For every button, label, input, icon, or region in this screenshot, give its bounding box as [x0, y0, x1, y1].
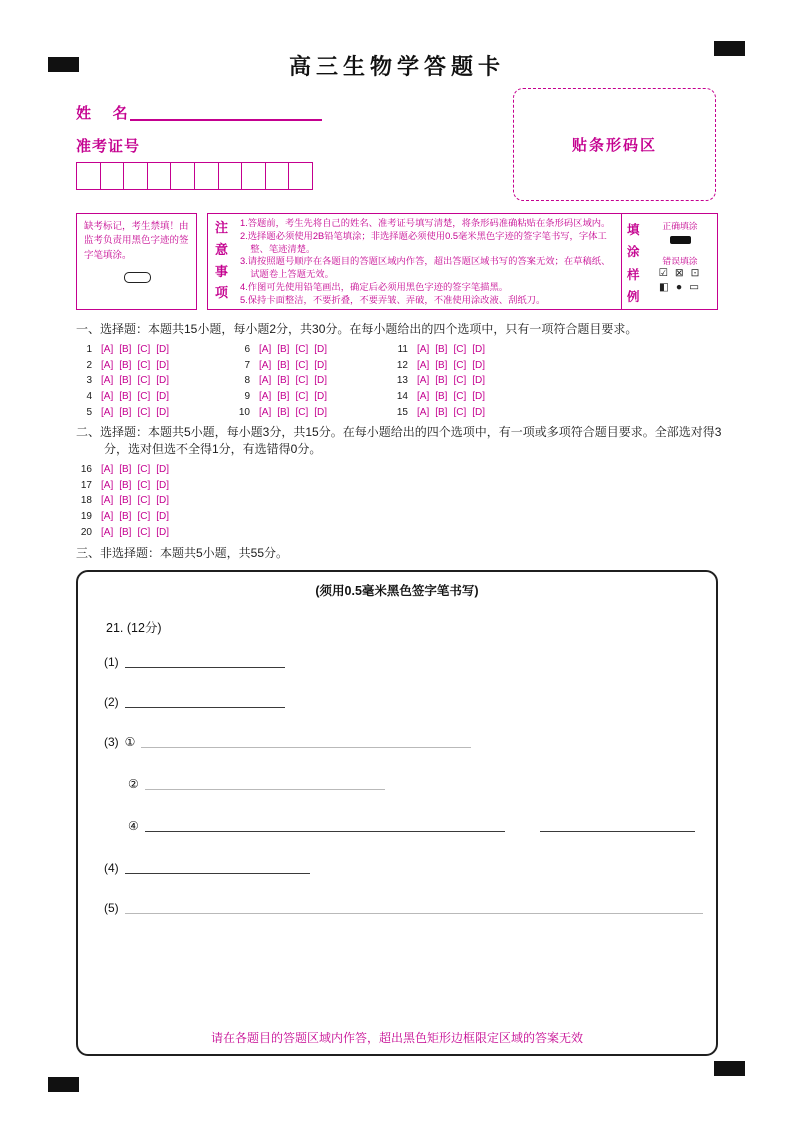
option-bubble-c[interactable]: [C]	[295, 391, 309, 403]
sub-question-label: (4)	[104, 861, 119, 875]
option-bubble-d[interactable]: [D]	[472, 406, 486, 418]
question-number: 12	[396, 359, 408, 371]
absent-mark-box	[76, 213, 197, 310]
option-bubble-c[interactable]: [C]	[295, 344, 309, 356]
option-bubble-b[interactable]: [B]	[119, 406, 132, 418]
section1-column-1	[76, 342, 234, 420]
option-bubble-b[interactable]: [B]	[119, 464, 132, 476]
section2-header-line2: 分，选对但选不全得1分，有选错得0分。	[104, 442, 322, 457]
corner-registration-mark-bottom-right	[714, 1061, 745, 1076]
sub-question-label: (1)	[104, 655, 119, 669]
answer-row-q6	[234, 342, 392, 358]
answer-row-q18	[76, 493, 175, 509]
option-bubble-c[interactable]: [C]	[453, 359, 467, 371]
option-bubble-a[interactable]: [A]	[259, 359, 272, 371]
exam-digit-cell[interactable]	[241, 162, 266, 190]
absent-mark-bubble[interactable]	[124, 272, 151, 283]
option-bubble-b[interactable]: [B]	[119, 391, 132, 403]
notice-box	[207, 213, 718, 310]
answer-row-q14	[392, 389, 550, 405]
wrong-fill-symbols-row1: ☑ ⊠ ⊡	[658, 267, 702, 279]
option-bubble-b[interactable]: [B]	[119, 344, 132, 356]
question-number: 6	[244, 344, 250, 356]
option-bubble-c[interactable]: [C]	[137, 526, 151, 538]
answer-row-21-5	[104, 900, 703, 915]
option-bubble-a[interactable]: [A]	[417, 375, 430, 387]
name-label: 姓 名	[76, 105, 129, 122]
exam-digit-cell[interactable]	[76, 162, 101, 190]
answer-line[interactable]	[125, 900, 703, 914]
option-bubble-d[interactable]: [D]	[156, 391, 170, 403]
question-number: 3	[86, 375, 92, 387]
exam-digit-cell[interactable]	[147, 162, 172, 190]
answer-line[interactable]	[145, 776, 385, 790]
option-bubble-c[interactable]: [C]	[295, 359, 309, 371]
option-bubble-d[interactable]: [D]	[156, 479, 170, 491]
answer-row-21-3-4	[128, 818, 695, 833]
wrong-fill-symbols-row2: ◧ ● ▭	[658, 280, 702, 293]
fill-sample-vertical-label: 填涂样例	[627, 223, 640, 304]
option-bubble-c[interactable]: [C]	[453, 344, 467, 356]
question-number: 8	[244, 375, 250, 387]
correct-fill-label: 正确填涂	[662, 221, 698, 231]
notice-item: 4.作图可先使用铅笔画出，确定后必须用黑色字迹的签字笔描黑。	[240, 282, 509, 293]
notice-item: 1.答题前，考生先将自己的姓名、准考证号填写清楚，将条形码准确粘贴在条形码区域内。	[240, 218, 611, 228]
option-bubble-c[interactable]: [C]	[453, 375, 467, 387]
answer-row-q9	[234, 389, 392, 405]
answer-line[interactable]	[125, 654, 285, 668]
option-bubble-c[interactable]: [C]	[137, 344, 151, 356]
option-bubble-d[interactable]: [D]	[472, 375, 486, 387]
answer-row-q15	[392, 404, 550, 420]
answer-row-q7	[234, 358, 392, 374]
sub-item-label: ②	[128, 777, 139, 791]
option-bubble-a[interactable]: [A]	[259, 344, 272, 356]
question-number: 15	[396, 406, 408, 418]
fill-sample-area	[621, 214, 717, 309]
question-number: 16	[80, 464, 92, 476]
answer-row-q10	[234, 404, 392, 420]
barcode-area-label: 贴条形码区	[571, 137, 657, 154]
exam-digit-cell[interactable]	[288, 162, 313, 190]
section1-header: 一、选择题：本题共15小题，每小题2分，共30分。在每小题给出的四个选项中，只有一项符合题目要求。	[76, 322, 638, 336]
option-bubble-a[interactable]: [A]	[417, 406, 430, 418]
section2-header	[76, 424, 736, 458]
option-bubble-d[interactable]: [D]	[156, 344, 170, 356]
option-bubble-b[interactable]: [B]	[119, 375, 132, 387]
option-bubble-c[interactable]: [C]	[137, 359, 151, 371]
question-21-label: 21. (12分)	[106, 621, 162, 635]
sub-question-label: (5)	[104, 901, 119, 915]
question-number: 4	[86, 391, 92, 403]
section3-header: 三、非选择题：本题共5小题，共55分。	[76, 546, 289, 560]
option-bubble-a[interactable]: [A]	[101, 526, 114, 538]
wrong-fill-label: 错误填涂	[662, 256, 698, 266]
option-bubble-a[interactable]: [A]	[259, 406, 272, 418]
option-bubble-a[interactable]: [A]	[101, 391, 114, 403]
barcode-area	[513, 88, 716, 201]
question-number: 10	[238, 406, 250, 418]
question-number: 18	[80, 495, 92, 507]
option-bubble-b[interactable]: [B]	[435, 391, 448, 403]
notice-items	[232, 214, 621, 309]
section1-answer-grid	[76, 342, 550, 420]
notice-item: 3.请按照题号顺序在各题目的答题区域内作答，超出答题区域书写的答案无效；在草稿纸、试题卷上答题无效。	[240, 256, 611, 280]
exam-digit-cell[interactable]	[194, 162, 219, 190]
answer-row-q20	[76, 524, 175, 540]
absent-mark-text: 缺考标记，考生禁填！由监考负责用黑色字迹的签字笔填涂。	[84, 221, 189, 261]
question-number: 1	[86, 344, 92, 356]
option-bubble-c[interactable]: [C]	[295, 375, 309, 387]
option-bubble-c[interactable]: [C]	[295, 406, 309, 418]
option-bubble-a[interactable]: [A]	[101, 479, 114, 491]
option-bubble-c[interactable]: [C]	[137, 511, 151, 523]
answer-row-21-3-2	[128, 776, 385, 791]
option-bubble-d[interactable]: [D]	[156, 464, 170, 476]
option-bubble-a[interactable]: [A]	[101, 375, 114, 387]
page-title: 高三生物学答题卡	[288, 54, 505, 79]
exam-digit-cell[interactable]	[123, 162, 148, 190]
answer-row-q2	[76, 358, 234, 374]
answer-row-q19	[76, 509, 175, 525]
exam-digit-cell[interactable]	[170, 162, 195, 190]
option-bubble-a[interactable]: [A]	[417, 391, 430, 403]
option-bubble-d[interactable]: [D]	[314, 375, 328, 387]
exam-digit-cell[interactable]	[218, 162, 243, 190]
option-bubble-c[interactable]: [C]	[453, 391, 467, 403]
question-number: 17	[80, 479, 92, 491]
section1-column-3	[392, 342, 550, 420]
answer-row-q3	[76, 373, 234, 389]
free-response-box	[76, 570, 718, 1056]
question-number: 7	[244, 359, 250, 371]
answer-area-warning: 请在各题目的答题区域内作答，超出黑色矩形边框限定区域的答案无效	[210, 1031, 583, 1045]
option-bubble-a[interactable]: [A]	[101, 344, 114, 356]
option-bubble-a[interactable]: [A]	[259, 375, 272, 387]
answer-row-q1	[76, 342, 234, 358]
option-bubble-d[interactable]: [D]	[156, 495, 170, 507]
option-bubble-b[interactable]: [B]	[435, 359, 448, 371]
option-bubble-a[interactable]: [A]	[101, 511, 114, 523]
notice-item: 5.保持卡面整洁，不要折叠，不要弄皱、弄破，不准使用涂改液、刮纸刀。	[240, 294, 546, 305]
option-bubble-d[interactable]: [D]	[472, 391, 486, 403]
option-bubble-a[interactable]: [A]	[101, 359, 114, 371]
question-number: 13	[396, 375, 408, 387]
answer-line[interactable]	[125, 860, 310, 874]
question-number: 5	[86, 406, 92, 418]
option-bubble-d[interactable]: [D]	[314, 359, 328, 371]
option-bubble-c[interactable]: [C]	[137, 464, 151, 476]
option-bubble-a[interactable]: [A]	[101, 495, 114, 507]
option-bubble-a[interactable]: [A]	[259, 391, 272, 403]
question-number: 11	[397, 344, 408, 356]
option-bubble-d[interactable]: [D]	[156, 359, 170, 371]
option-bubble-b[interactable]: [B]	[119, 359, 132, 371]
name-input-line[interactable]	[130, 103, 322, 121]
option-bubble-c[interactable]: [C]	[453, 406, 467, 418]
answer-row-21-2	[104, 694, 285, 709]
question-number: 14	[396, 391, 408, 403]
exam-digit-cell[interactable]	[100, 162, 125, 190]
option-bubble-b[interactable]: [B]	[277, 375, 290, 387]
attention-vertical-label: 注意事项	[215, 220, 229, 301]
answer-row-q8	[234, 373, 392, 389]
sub-question-label: (2)	[104, 695, 119, 709]
answer-line[interactable]	[540, 818, 695, 832]
notice-item: 2.选择题必须使用2B铅笔填涂；非选择题必须使用0.5毫米黑色字迹的签字笔书写，字体工整、笔迹清楚。	[240, 230, 607, 254]
option-bubble-b[interactable]: [B]	[277, 359, 290, 371]
question-number: 2	[86, 359, 92, 371]
option-bubble-a[interactable]: [A]	[417, 359, 430, 371]
option-bubble-d[interactable]: [D]	[472, 359, 486, 371]
option-bubble-b[interactable]: [B]	[277, 406, 290, 418]
option-bubble-c[interactable]: [C]	[137, 406, 151, 418]
question-number: 20	[80, 526, 92, 538]
option-bubble-d[interactable]: [D]	[156, 406, 170, 418]
option-bubble-b[interactable]: [B]	[119, 526, 132, 538]
option-bubble-c[interactable]: [C]	[137, 391, 151, 403]
sub-item-label: ④	[128, 819, 139, 833]
answer-row-q13	[392, 373, 550, 389]
option-bubble-d[interactable]: [D]	[472, 344, 486, 356]
option-bubble-d[interactable]: [D]	[156, 511, 170, 523]
question-number: 9	[244, 391, 250, 403]
exam-digit-cell[interactable]	[265, 162, 290, 190]
answer-row-21-1	[104, 654, 285, 669]
option-bubble-c[interactable]: [C]	[137, 495, 151, 507]
exam-number-grid	[76, 162, 313, 190]
option-bubble-c[interactable]: [C]	[137, 375, 151, 387]
option-bubble-b[interactable]: [B]	[119, 511, 132, 523]
option-bubble-a[interactable]: [A]	[417, 344, 430, 356]
answer-line[interactable]	[145, 818, 505, 832]
answer-row-q4	[76, 389, 234, 405]
option-bubble-a[interactable]: [A]	[101, 464, 114, 476]
section2-header-line1: 二、选择题：本题共5小题，每小题3分，共15分。在每小题给出的四个选项中，有一项或多项符合题目要求。全部选对得3	[76, 425, 722, 439]
answer-line[interactable]	[125, 694, 285, 708]
section1-column-2	[234, 342, 392, 420]
answer-row-q5	[76, 404, 234, 420]
correct-fill-mark-icon	[670, 236, 691, 244]
answer-row-q17	[76, 478, 175, 494]
option-bubble-d[interactable]: [D]	[156, 375, 170, 387]
answer-row-q12	[392, 358, 550, 374]
option-bubble-d[interactable]: [D]	[314, 344, 328, 356]
exam-number-label: 准考证号	[76, 138, 141, 155]
option-bubble-d[interactable]: [D]	[314, 391, 328, 403]
answer-row-q11	[392, 342, 550, 358]
option-bubble-d[interactable]: [D]	[314, 406, 328, 418]
option-bubble-b[interactable]: [B]	[435, 344, 448, 356]
pen-requirement-note: (须用0.5毫米黑色签字笔书写)	[315, 584, 479, 598]
option-bubble-c[interactable]: [C]	[137, 479, 151, 491]
option-bubble-b[interactable]: [B]	[435, 406, 448, 418]
option-bubble-b[interactable]: [B]	[435, 375, 448, 387]
section2-rows	[76, 462, 175, 540]
option-bubble-b[interactable]: [B]	[277, 344, 290, 356]
fill-sample-examples	[643, 214, 717, 309]
option-bubble-b[interactable]: [B]	[119, 479, 132, 491]
option-bubble-b[interactable]: [B]	[119, 495, 132, 507]
answer-line[interactable]	[141, 734, 471, 748]
option-bubble-d[interactable]: [D]	[156, 526, 170, 538]
answer-row-21-3-1	[104, 734, 471, 749]
sub-question-label: (3)	[104, 735, 119, 749]
sub-item-label: ①	[124, 735, 136, 749]
answer-row-q16	[76, 462, 175, 478]
option-bubble-b[interactable]: [B]	[277, 391, 290, 403]
option-bubble-a[interactable]: [A]	[101, 406, 114, 418]
corner-registration-mark-bottom-left	[48, 1077, 79, 1092]
answer-row-21-4	[104, 860, 310, 875]
question-number: 19	[80, 511, 92, 523]
